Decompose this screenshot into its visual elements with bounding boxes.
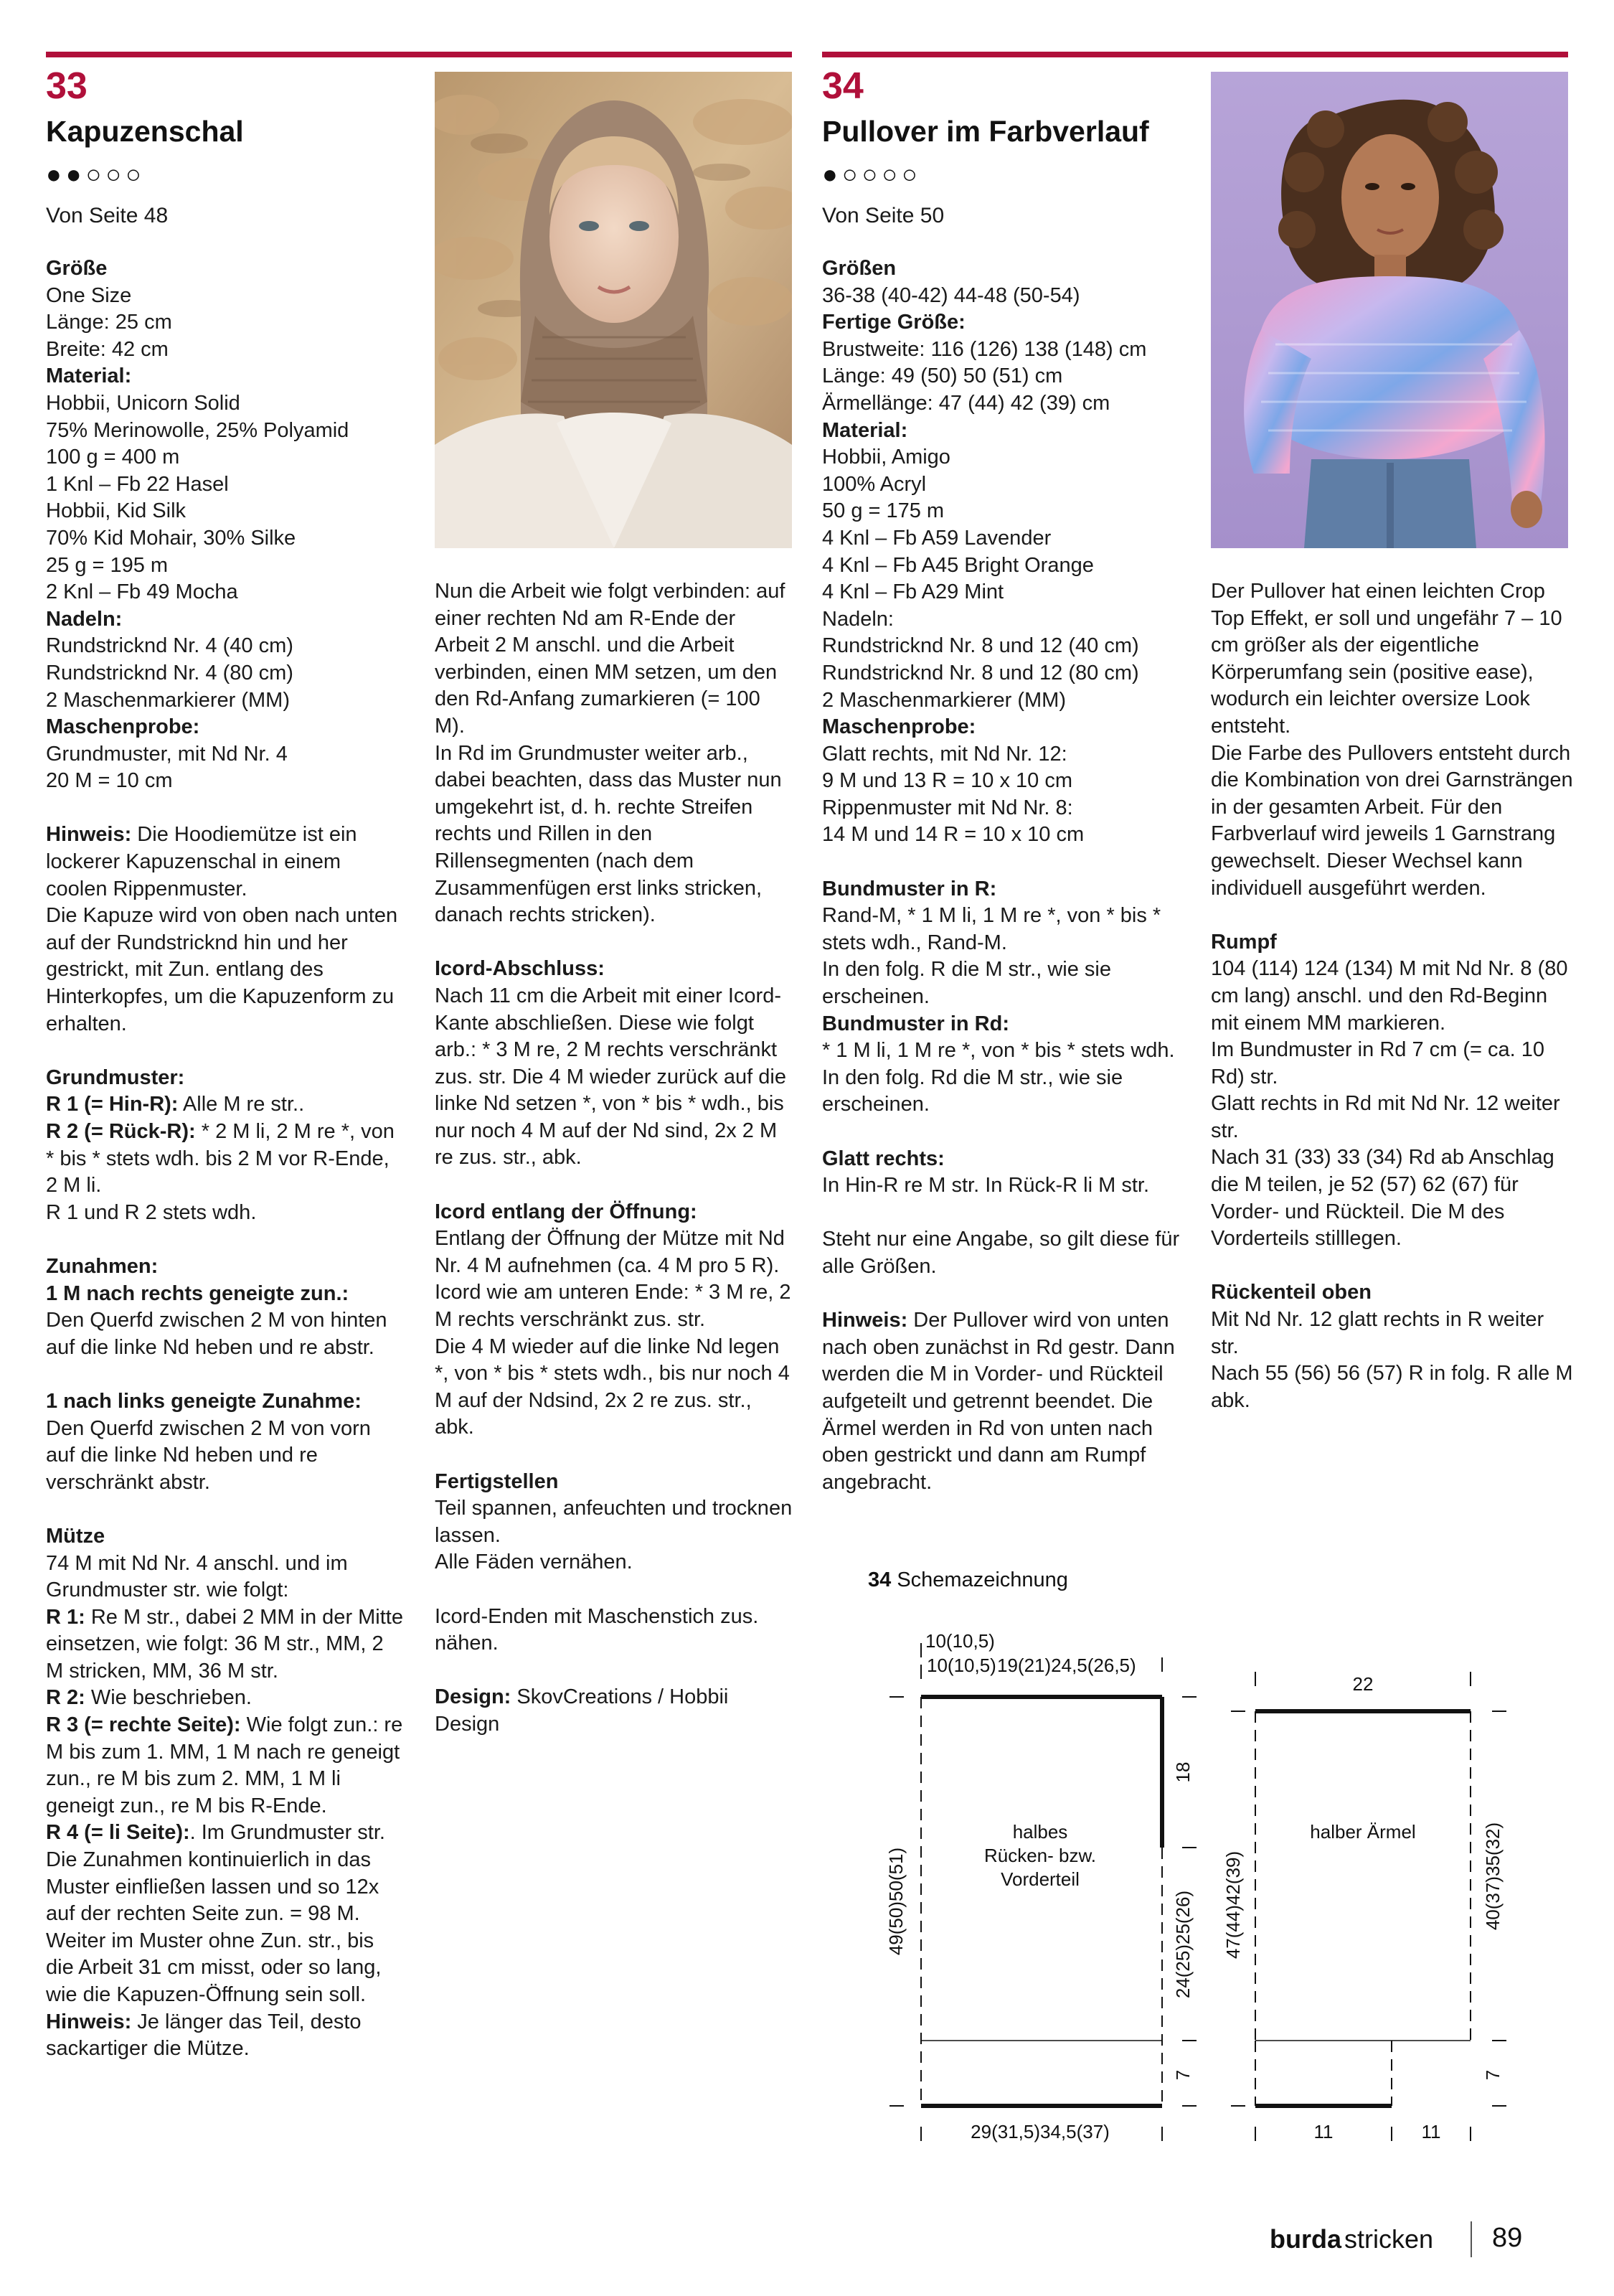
material-line: Hobbii, Kid Silk bbox=[46, 499, 187, 523]
article-number: 33 bbox=[46, 65, 88, 107]
icord-opening-text-2: Icord wie am unteren Ende: * 3 M re, 2 M rechts verschränkt zus. str. bbox=[435, 1281, 791, 1332]
icord-text: Nach 11 cm die Arbeit mit einer Icord-Kante abschließen. Diese wie folgt arb.: * 3 M re, 2 M rechts verschränkt zus. str. Die 4 M wieder zurück auf die linke Nd setzen *, von * bis * wdh., bis nur noch 4 M auf der Nd sind, 2x 2 M re zus. str., abk. bbox=[435, 984, 786, 1170]
size-line: Länge: 25 cm bbox=[46, 311, 172, 334]
material-line: Rundstricknd Nr. 8 und 12 (80 cm) bbox=[822, 661, 1139, 684]
hat-row-4 bbox=[46, 1820, 405, 2008]
body-piece bbox=[889, 1643, 1197, 2141]
material-line: 4 Knl – Fb A59 Lavender bbox=[822, 526, 1052, 550]
material-line: Hobbii, Unicorn Solid bbox=[46, 391, 240, 415]
row-1-label: R 1 (= Hin-R): bbox=[46, 1093, 179, 1116]
far-right-column bbox=[1211, 578, 1577, 1414]
back-heading: Rückenteil oben bbox=[1211, 1281, 1372, 1304]
hat-heading: Mütze bbox=[46, 1524, 105, 1548]
gauge-line: 20 M = 10 cm bbox=[46, 769, 173, 793]
hint-paragraph-2 bbox=[822, 1307, 1188, 1496]
diagram-caption bbox=[868, 1568, 1068, 1591]
sleeve-piece bbox=[1231, 1672, 1506, 2141]
basic-pattern-heading: Grundmuster: bbox=[46, 1065, 185, 1089]
gauge-line: 14 M und 14 R = 10 x 10 cm bbox=[822, 823, 1085, 847]
intro-text-2: Die Farbe des Pullovers entsteht durch die Kombination von drei Garnsträngen in der gesamten Arbeit. Für den Farbverlauf wird jeweils 1 Garnstrang gewechselt. Dieser Wechsel kann individuell ausgeführt werden. bbox=[1211, 741, 1573, 900]
material-heading-2: Material: bbox=[822, 418, 908, 442]
row-2-label: R 2 (= Rück-R): bbox=[46, 1120, 196, 1143]
size-line: One Size bbox=[46, 283, 132, 307]
dim-armhole: 18 bbox=[1172, 1761, 1194, 1783]
caption-label: Schemazeichnung bbox=[897, 1568, 1068, 1591]
increase-2-heading: 1 nach links geneigte Zunahme: bbox=[46, 1389, 362, 1413]
hat-row-4-text: . Im Grundmuster str. Die Zunahmen kontinuierlich in das Muster einfließen lassen und so 12x auf der rechten Seite zun. = 98 M. Weiter im Muster ohne Zun. str., bis die Arbeit 31 cm misst, oder so lang, wie die Kapuzen-Öffnung sein soll. bbox=[46, 1821, 385, 2006]
dim-left-height: 49(50)50(51) bbox=[885, 1847, 907, 1956]
sleeve-bottom-2: 11 bbox=[1421, 2121, 1441, 2142]
body-label-3: Vorderteil bbox=[1001, 1868, 1080, 1890]
row-1 bbox=[46, 1091, 405, 1119]
footer bbox=[1270, 2217, 1571, 2260]
material-line: 4 Knl – Fb A45 Bright Orange bbox=[822, 553, 1094, 577]
body-text-2: Im Bundmuster in Rd 7 cm (= ca. 10 Rd) str. bbox=[1211, 1038, 1544, 1088]
hint-text-2: Die Kapuze wird von oben nach unten auf der Rundstricknd hin und her gestrickt, mit Zun. entlang des Hinterkopfes, um die Kapuzenform zu erhalten. bbox=[46, 904, 398, 1035]
design-credit bbox=[435, 1684, 793, 1738]
hat-row-4-label: R 4 (= li Seite): bbox=[46, 1821, 190, 1845]
brand-bold: burda bbox=[1270, 2224, 1342, 2254]
stockinette-heading: Glatt rechts: bbox=[822, 1147, 945, 1170]
hat-row-1-text: Re M str., dabei 2 MM in der Mitte einsetzen, wie folgt: 36 M str., MM, 2 M stricken, MM, 36 M str. bbox=[46, 1605, 403, 1683]
final-size-line: Brustweite: 116 (126) 138 (148) cm bbox=[822, 337, 1147, 361]
hint-label: Hinweis: bbox=[46, 823, 132, 847]
size-line: Breite: 42 cm bbox=[46, 337, 169, 361]
material-line: 100% Acryl bbox=[822, 472, 927, 496]
hat-row-3 bbox=[46, 1712, 405, 1820]
article-number-2: 34 bbox=[822, 65, 864, 107]
gauge-line: Rippenmuster mit Nd Nr. 8: bbox=[822, 796, 1073, 819]
finish-text: Teil spannen, anfeuchten und trocknen lassen. bbox=[435, 1497, 793, 1547]
article-title: Kapuzenschal bbox=[46, 115, 244, 148]
left-header-bar bbox=[46, 52, 792, 57]
size-heading: Größe bbox=[46, 257, 108, 280]
material-line: 50 g = 175 m bbox=[822, 499, 945, 523]
body-heading: Rumpf bbox=[1211, 930, 1277, 954]
icord-opening-heading: Icord entlang der Öffnung: bbox=[435, 1200, 697, 1223]
schematic-diagram bbox=[846, 1564, 1564, 2152]
material-line: 2 Maschenmarkierer (MM) bbox=[822, 688, 1066, 712]
icord-heading: Icord-Abschluss: bbox=[435, 957, 605, 981]
icord-opening-text: Entlang der Öffnung der Mütze mit Nd Nr. 4 M aufnehmen (ca. 4 M pro 5 R). bbox=[435, 1227, 785, 1277]
hat-row-2-text: Wie beschrieben. bbox=[85, 1686, 252, 1710]
finish-text-2: Alle Fäden vernähen. bbox=[435, 1551, 633, 1574]
left-column bbox=[46, 255, 405, 2063]
dim-rib: 7 bbox=[1172, 2069, 1194, 2081]
hat-row-2-label: R 2: bbox=[46, 1686, 85, 1710]
sleeve-label: halber Ärmel bbox=[1310, 1821, 1416, 1843]
hood-scarf-photo bbox=[435, 72, 792, 548]
sizes-line: 36-38 (40-42) 44-48 (50-54) bbox=[822, 283, 1080, 307]
sleeve-left-length: 47(44)42(39) bbox=[1222, 1850, 1244, 1959]
sleeve-right-length: 40(37)35(32) bbox=[1482, 1822, 1504, 1931]
body-label-2: Rücken- bzw. bbox=[983, 1845, 1097, 1866]
right-column bbox=[822, 255, 1188, 1496]
stockinette-text: In Hin-R re M str. In Rück-R li M str. bbox=[822, 1174, 1149, 1198]
join-text-2: In Rd im Grundmuster weiter arb., dabei beachten, dass das Muster nun umgekehrt ist, d. h. rechte Streifen rechts und Rillen in den Rillensegmenten (nach dem Zusammenfügen erst links stricken, danach rechts stricken). bbox=[435, 741, 782, 927]
hood-scarf-illustration bbox=[435, 72, 792, 548]
difficulty-rating: ●●○○○ bbox=[46, 159, 146, 189]
row-2-text: * 2 M li, 2 M re *, von * bis * stets wdh. bis 2 M vor R-Ende, 2 M li. bbox=[46, 1120, 395, 1198]
material-line: 100 g = 400 m bbox=[46, 446, 180, 469]
gauge-line: Glatt rechts, mit Nd Nr. 12: bbox=[822, 742, 1067, 766]
material-line: Nadeln: bbox=[822, 607, 894, 631]
back-text: Mit Nd Nr. 12 glatt rechts in R weiter str. bbox=[1211, 1308, 1544, 1358]
hint-2 bbox=[46, 2009, 405, 2063]
body-text-3: Glatt rechts in Rd mit Nd Nr. 12 weiter str. bbox=[1211, 1092, 1560, 1142]
schematic-svg bbox=[846, 1564, 1564, 2152]
join-text: Nun die Arbeit wie folgt verbinden: auf einer rechten Nd am R-Ende der Arbeit 2 M anschl. und die Arbeit verbinden, einen MM setzen, um den den Rd-Anfang zumarkieren (= 100 M). bbox=[435, 580, 785, 738]
sweater-illustration bbox=[1211, 72, 1568, 548]
hint-label-2: Hinweis: bbox=[822, 1309, 908, 1332]
design-label: Design: bbox=[435, 1685, 511, 1709]
hat-row-3-label: R 3 (= rechte Seite): bbox=[46, 1713, 241, 1737]
hint-2-label: Hinweis: bbox=[46, 2010, 132, 2033]
finish-text-3: Icord-Enden mit Maschenstich zus. nähen. bbox=[435, 1604, 759, 1655]
needles-heading: Nadeln: bbox=[46, 607, 123, 631]
material-line: 2 Knl – Fb 49 Mocha bbox=[46, 580, 238, 604]
gauge-line: 9 M und 13 R = 10 x 10 cm bbox=[822, 769, 1072, 793]
icord-opening-text-3: Die 4 M wieder auf die linke Nd legen *, von * bis * stets wdh., bis nur noch 4 M auf der Ndsind, 2x 2 re zus. str., abk. bbox=[435, 1335, 790, 1439]
one-size-note: Steht nur eine Angabe, so gilt diese für alle Größen. bbox=[822, 1228, 1180, 1278]
rib-text-2: In den folg. R die M str., wie sie erscheinen. bbox=[822, 958, 1111, 1009]
needles-line: 2 Maschenmarkierer (MM) bbox=[46, 688, 290, 712]
article-title-2: Pullover im Farbverlauf bbox=[822, 115, 1149, 148]
caption-number: 34 bbox=[868, 1568, 892, 1591]
back-text-2: Nach 55 (56) 56 (57) R in folg. R alle M abk. bbox=[1211, 1362, 1573, 1412]
hat-row-1 bbox=[46, 1604, 405, 1685]
material-line: Hobbii, Amigo bbox=[822, 446, 950, 469]
middle-column bbox=[435, 578, 793, 1739]
design-text: SkovCreations / Hobbii Design bbox=[435, 1685, 729, 1736]
gauge-line: Grundmuster, mit Nd Nr. 4 bbox=[46, 742, 288, 766]
sweater-photo bbox=[1211, 72, 1568, 548]
difficulty-rating-2: ●○○○○ bbox=[822, 159, 922, 189]
increase-1-heading: 1 M nach rechts geneigte zun.: bbox=[46, 1281, 349, 1305]
hint-paragraph bbox=[46, 822, 405, 903]
body-text: 104 (114) 124 (134) M mit Nd Nr. 8 (80 cm lang) anschl. und den Rd-Beginn mit einem MM markieren. bbox=[1211, 957, 1568, 1035]
hat-row-2 bbox=[46, 1685, 405, 1712]
gauge-heading: Maschenprobe: bbox=[46, 715, 200, 739]
brand-light: stricken bbox=[1344, 2224, 1434, 2254]
material-line: 4 Knl – Fb A29 Mint bbox=[822, 580, 1004, 604]
finish-heading: Fertigstellen bbox=[435, 1469, 559, 1493]
final-size-line: Länge: 49 (50) 50 (51) cm bbox=[822, 364, 1063, 388]
body-label-1: halbes bbox=[1012, 1821, 1068, 1843]
rib-round-heading: Bundmuster in Rd: bbox=[822, 1012, 1009, 1035]
hint-text: Die Hoodiemütze ist ein lockerer Kapuzenschal in einem coolen Rippenmuster. bbox=[46, 823, 357, 900]
final-size-line: Ärmellänge: 47 (44) 42 (39) cm bbox=[822, 391, 1110, 415]
material-line: 1 Knl – Fb 22 Hasel bbox=[46, 472, 229, 496]
right-header-bar bbox=[822, 52, 1568, 57]
increase-1-text: Den Querfd zwischen 2 M von hinten auf die linke Nd heben und re abstr. bbox=[46, 1309, 387, 1359]
needles-line: Rundstricknd Nr. 4 (80 cm) bbox=[46, 661, 293, 684]
dim-bottom-width: 29(31,5)34,5(37) bbox=[971, 2121, 1110, 2142]
sleeve-top-width: 22 bbox=[1352, 1673, 1374, 1695]
material-line: 25 g = 195 m bbox=[46, 553, 169, 577]
material-line: 75% Merinowolle, 25% Polyamid bbox=[46, 418, 349, 442]
increase-heading: Zunahmen: bbox=[46, 1254, 159, 1278]
page-number: 89 bbox=[1492, 2223, 1523, 2253]
source-page-2: Von Seite 50 bbox=[822, 204, 945, 227]
hint-2-text: Je länger das Teil, desto sackartiger die Mütze. bbox=[46, 2010, 362, 2061]
hint-text-3: Der Pullover wird von unten nach oben zunächst in Rd gestr. Dann werden die M in Vorder- und Rückteil aufgeteilt und getrennt beendet. Die Ärmel werden in Rd von unten nach oben gestrickt und dann am Rumpf angebracht. bbox=[822, 1309, 1175, 1494]
footer-divider bbox=[1471, 2221, 1472, 2257]
final-size-heading: Fertige Größe: bbox=[822, 311, 966, 334]
caption-text bbox=[891, 1568, 897, 1591]
hat-text: 74 M mit Nd Nr. 4 anschl. und im Grundmuster str. wie folgt: bbox=[46, 1551, 348, 1602]
source-page: Von Seite 48 bbox=[46, 204, 169, 227]
rib-round-text: * 1 M li, 1 M re *, von * bis * stets wdh. In den folg. Rd die M str., wie sie erscheinen. bbox=[822, 1039, 1175, 1116]
rib-text: Rand-M, * 1 M li, 1 M re *, von * bis * stets wdh., Rand-M. bbox=[822, 904, 1161, 954]
increase-2-text: Den Querfd zwischen 2 M von vorn auf die linke Nd heben und re verschränkt abstr. bbox=[46, 1416, 371, 1494]
row-repeat: R 1 und R 2 stets wdh. bbox=[46, 1200, 257, 1224]
dim-top-3: 19(21)24,5(26,5) bbox=[997, 1655, 1136, 1676]
hat-row-1-label: R 1: bbox=[46, 1605, 85, 1629]
sizes-heading: Größen bbox=[822, 257, 897, 280]
material-heading: Material: bbox=[46, 364, 132, 388]
body-text-4: Nach 31 (33) 33 (34) Rd ab Anschlag die M teilen, je 52 (57) 62 (67) für Vorder- und Rückteil. Die M des Vorderteils stilllegen. bbox=[1211, 1146, 1554, 1251]
material-line: Rundstricknd Nr. 8 und 12 (40 cm) bbox=[822, 634, 1139, 658]
dim-top-1: 10(10,5) bbox=[925, 1630, 995, 1652]
gauge-heading-2: Maschenprobe: bbox=[822, 715, 976, 739]
intro-text: Der Pullover hat einen leichten Crop Top Effekt, er soll und ungefähr 7 – 10 cm größer als der eigentliche Körperumfang sein (positive ease), wodurch ein leichter oversize Look entsteht. bbox=[1211, 580, 1562, 738]
hat-row-3-text: Wie folgt zun.: re M bis zum 1. MM, 1 M nach re geneigt zun., re M bis zum 2. MM, 1 M li geneigt zun., re M bis R-Ende. bbox=[46, 1713, 403, 1817]
sleeve-bottom-1: 11 bbox=[1313, 2121, 1334, 2142]
row-2 bbox=[46, 1119, 405, 1200]
rib-heading: Bundmuster in R: bbox=[822, 877, 997, 900]
dim-top-2: 10(10,5) bbox=[927, 1655, 996, 1676]
needles-line: Rundstricknd Nr. 4 (40 cm) bbox=[46, 634, 293, 658]
sleeve-rib-height: 7 bbox=[1482, 2069, 1504, 2081]
material-line: 70% Kid Mohair, 30% Silke bbox=[46, 526, 296, 550]
row-1-text: Alle M re str.. bbox=[178, 1093, 305, 1116]
dim-side: 24(25)25(26) bbox=[1172, 1890, 1194, 1999]
